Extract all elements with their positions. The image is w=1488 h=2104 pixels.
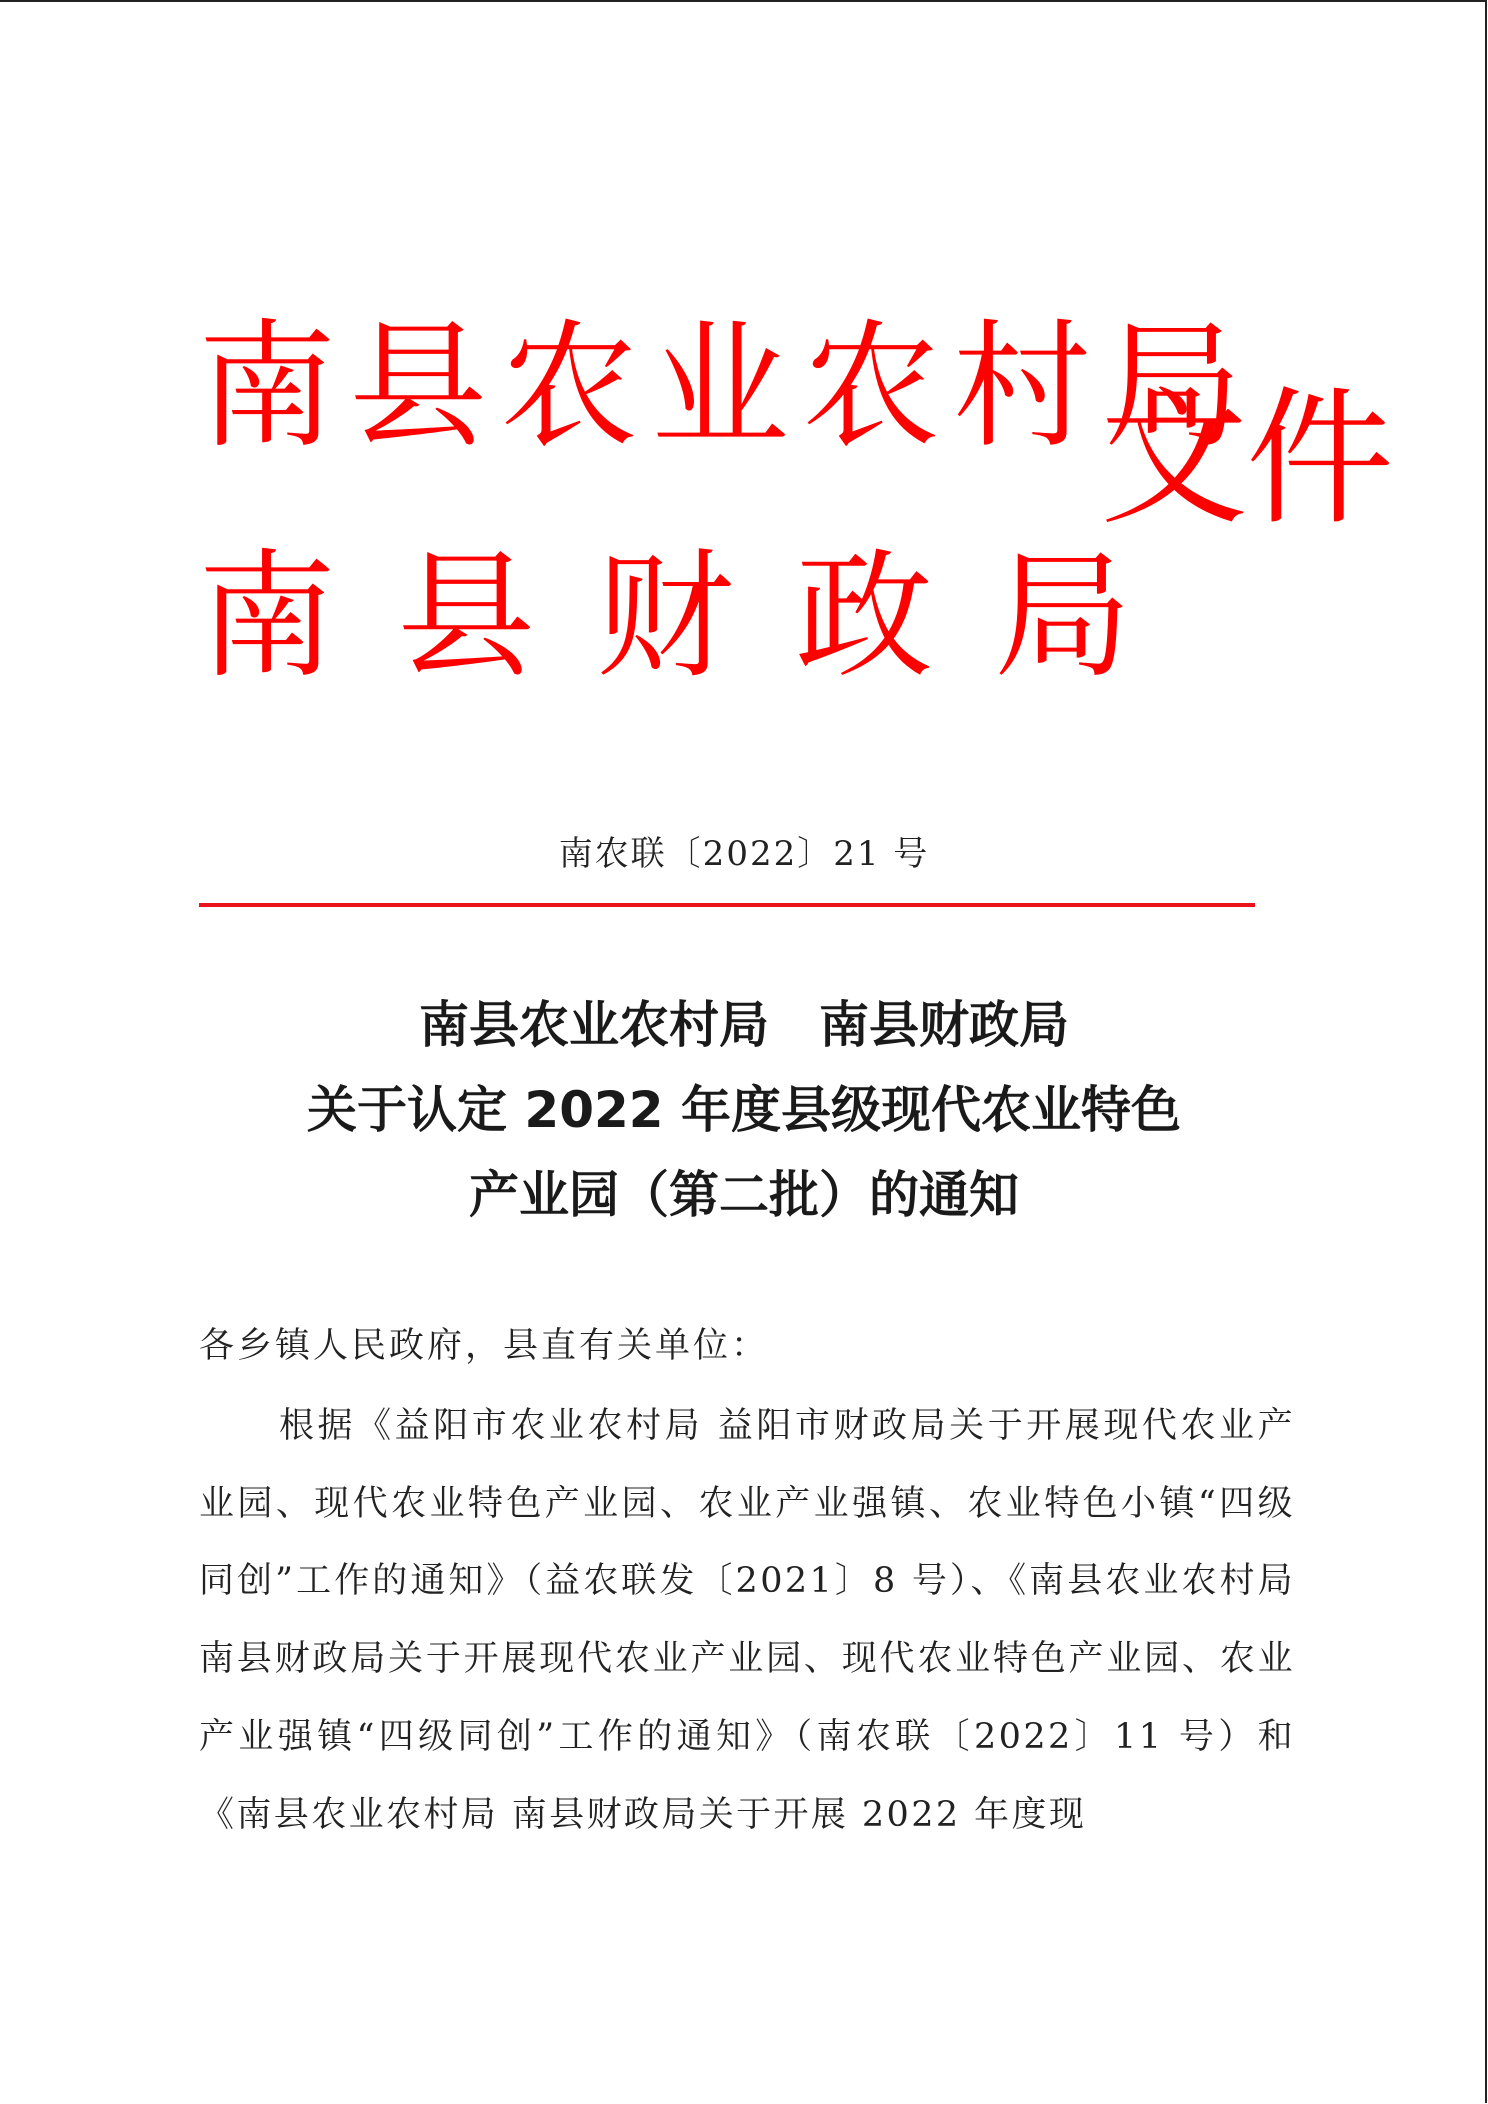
document-title-line-1: 南县农业农村局 南县财政局 xyxy=(419,996,1069,1054)
salutation: 各乡镇人民政府，县直有关单位： xyxy=(199,1326,770,1366)
masthead-document-suffix: 文件 xyxy=(1100,373,1392,545)
masthead-issuer-agriculture: 南县农业农村局 xyxy=(198,306,1256,467)
document-title-line-2: 关于认定 2022 年度县级现代农业特色 xyxy=(307,1081,1181,1139)
body-paragraph: 根据《益阳市农业农村局 益阳市财政局关于开展现代农业产业园、现代农业特色产业园、农业产业强镇、农业特色小镇“四级同创”工作的通知》（益农联发〔2021〕8 号）、《南县农业农村局 南县财政局关于开展现代农业产业园、现代农业特色产业园、农业产业强镇“四级同创”工作的通知》（南农联〔2022〕11 号）和《南县农业农村局 南县财政局关于开展 2022 年度现 xyxy=(199,1406,1295,1835)
document-title-line-3: 产业园（第二批）的通知 xyxy=(469,1166,1019,1224)
red-divider-rule xyxy=(199,903,1255,907)
document-number: 南农联〔2022〕21 号 xyxy=(558,834,930,874)
masthead-issuer-finance: 南县财政局 xyxy=(198,536,1194,697)
